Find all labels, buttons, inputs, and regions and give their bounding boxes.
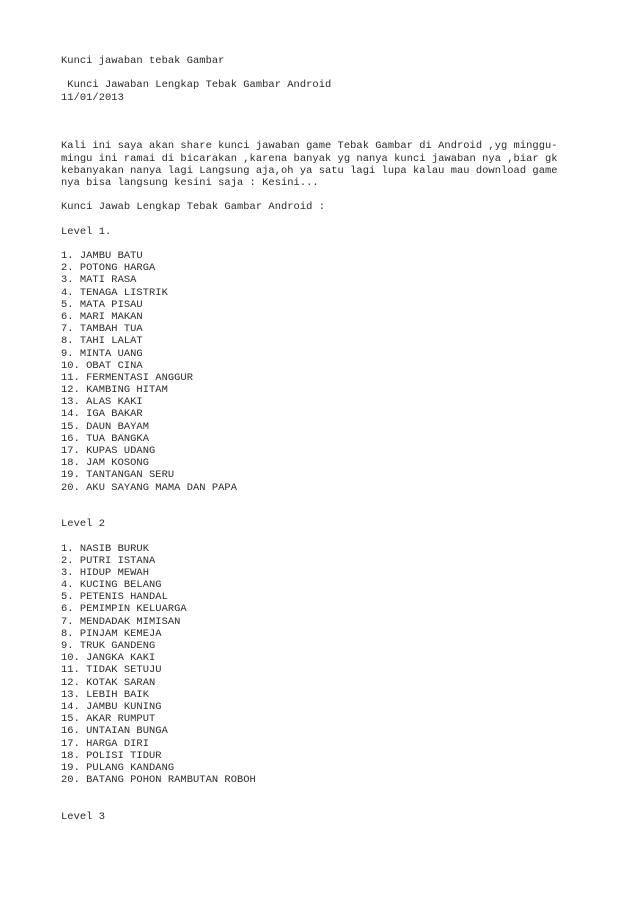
answer-item: 15. DAUN BAYAM xyxy=(61,420,149,433)
answer-item: 14. JAMBU KUNING xyxy=(61,700,162,713)
intro-line: kebanyakan nanya lagi Langsung aja,oh ya satu lagi lupa kalau mau download game xyxy=(61,164,558,177)
answer-item: 1. JAMBU BATU xyxy=(61,250,143,263)
answer-item: 6. PEMIMPIN KELUARGA xyxy=(61,603,187,616)
answer-item: 4. TENAGA LISTRIK xyxy=(61,286,168,299)
level-3-label: Level 3 xyxy=(61,810,105,823)
answer-item: 7. MENDADAK MIMISAN xyxy=(61,615,181,628)
answer-item: 1. NASIB BURUK xyxy=(61,542,149,555)
answer-item: 18. POLISI TIDUR xyxy=(61,749,162,762)
answer-item: 19. TANTANGAN SERU xyxy=(61,469,175,482)
answer-item: 7. TAMBAH TUA xyxy=(61,323,143,336)
intro-line: Kali ini saya akan share kunci jawaban game Tebak Gambar di Android ,yg minggu- xyxy=(61,140,558,153)
answer-item: 8. PINJAM KEMEJA xyxy=(61,627,162,640)
answer-item: 3. MATI RASA xyxy=(61,274,137,287)
answer-item: 12. KAMBING HITAM xyxy=(61,384,168,397)
document-title: Kunci jawaban tebak Gambar xyxy=(61,55,225,67)
level-1-label: Level 1. xyxy=(61,225,112,238)
answer-item: 16. TUA BANGKA xyxy=(61,432,149,445)
answer-item: 10. OBAT CINA xyxy=(61,359,143,372)
section-heading: Kunci Jawab Lengkap Tebak Gambar Android : xyxy=(61,201,325,214)
answer-item: 2. POTONG HARGA xyxy=(61,262,156,275)
answer-item: 15. AKAR RUMPUT xyxy=(61,713,156,726)
answer-item: 12. KOTAK SARAN xyxy=(61,676,156,689)
answer-item: 13. LEBIH BAIK xyxy=(61,688,149,701)
document-date: 11/01/2013 xyxy=(61,91,124,104)
level-1-answer-list xyxy=(61,250,581,494)
answer-item: 9. TRUK GANDENG xyxy=(61,640,156,653)
answer-item: 14. IGA BAKAR xyxy=(61,408,143,421)
answer-item: 18. JAM KOSONG xyxy=(61,457,149,470)
answer-item: 6. MARI MAKAN xyxy=(61,310,143,323)
answer-item: 17. HARGA DIRI xyxy=(61,737,149,750)
level-2-answer-list xyxy=(61,543,581,787)
level-2-label: Level 2 xyxy=(61,518,105,531)
intro-paragraph xyxy=(61,140,581,189)
answer-item: 20. AKU SAYANG MAMA DAN PAPA xyxy=(61,481,237,494)
answer-item: 8. TAHI LALAT xyxy=(61,335,143,348)
answer-item: 4. KUCING BELANG xyxy=(61,579,162,592)
document-body xyxy=(61,55,581,823)
answer-item: 3. HIDUP MEWAH xyxy=(61,566,149,579)
document-subtitle: Kunci Jawaban Lengkap Tebak Gambar Android xyxy=(61,79,332,92)
answer-item: 5. MATA PISAU xyxy=(61,298,143,311)
answer-item: 2. PUTRI ISTANA xyxy=(61,554,156,567)
answer-item: 11. FERMENTASI ANGGUR xyxy=(61,371,193,384)
answer-item: 17. KUPAS UDANG xyxy=(61,445,156,458)
answer-item: 11. TIDAK SETUJU xyxy=(61,664,162,677)
answer-item: 13. ALAS KAKI xyxy=(61,396,143,409)
answer-item: 20. BATANG POHON RAMBUTAN ROBOH xyxy=(61,774,256,787)
answer-item: 9. MINTA UANG xyxy=(61,347,143,360)
answer-item: 16. UNTAIAN BUNGA xyxy=(61,725,168,738)
answer-item: 10. JANGKA KAKI xyxy=(61,652,156,665)
answer-item: 5. PETENIS HANDAL xyxy=(61,591,168,604)
intro-line: mingu ini ramai di bicarakan ,karena banyak yg nanya kunci jawaban nya ,biar gk xyxy=(61,152,558,165)
intro-line: nya bisa langsung kesini saja : Kesini... xyxy=(61,176,319,189)
answer-item: 19. PULANG KANDANG xyxy=(61,761,175,774)
